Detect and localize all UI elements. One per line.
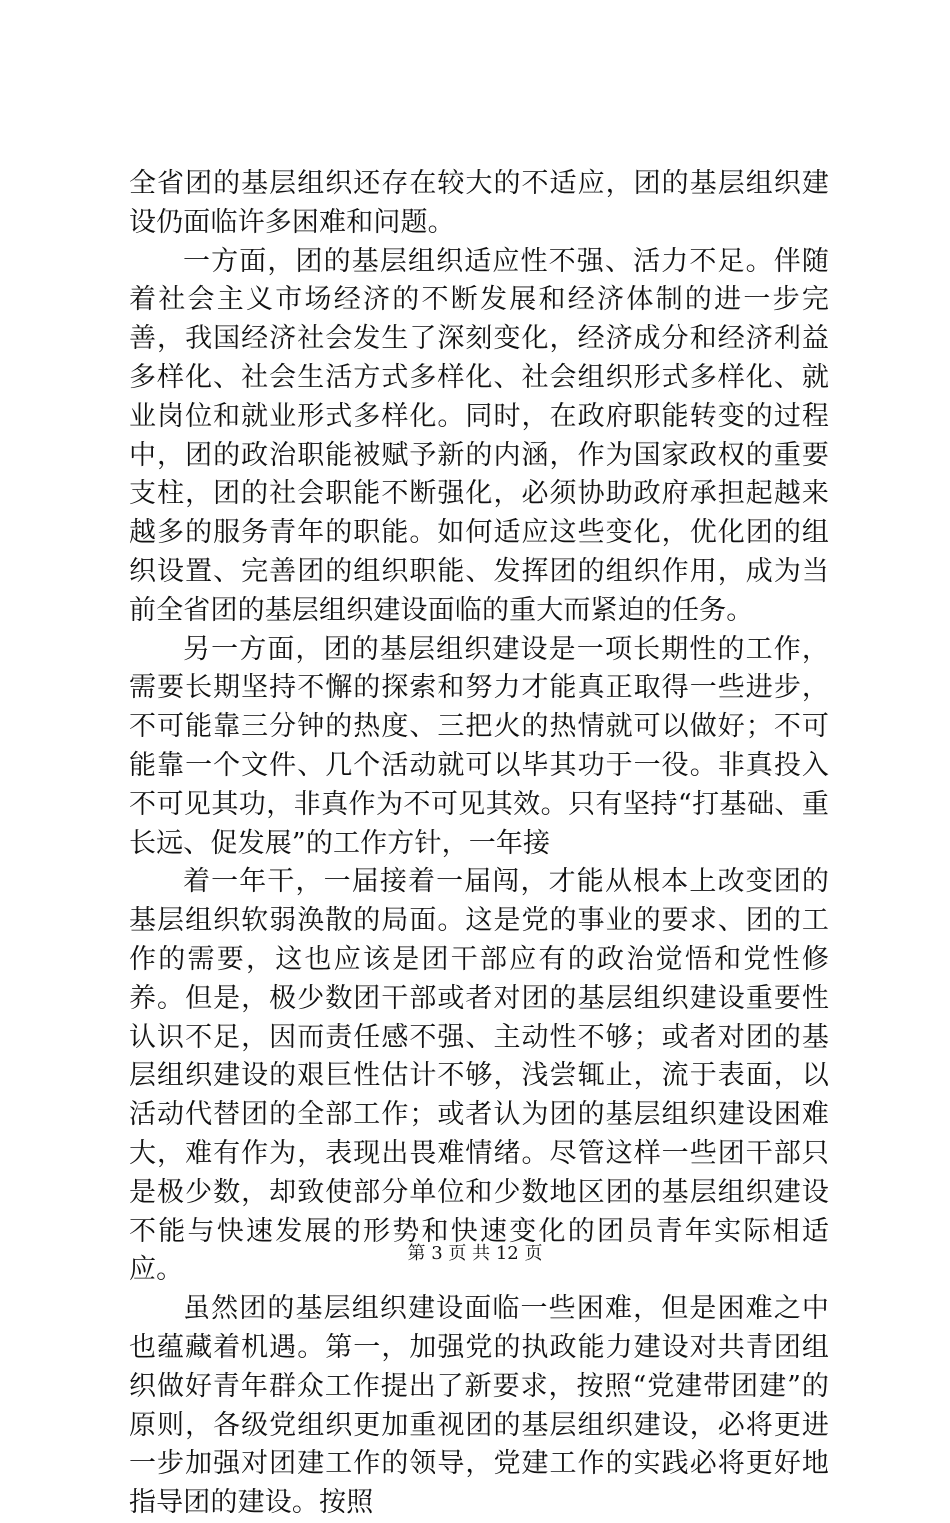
paragraph-3: 另一方面，团的基层组织建设是一项长期性的工作，需要长期坚持不懈的探索和努力才能真正取得一些进步，不可能靠三分钟的热度、三把火的热情就可以做好；不可能靠一个文件、几个活动就可以毕其功于一役。非真投入不可见其功，非真作为不可见其效。只有坚持“打基础、重长远、促发展”的工作方针，一年接 <box>129 633 829 859</box>
document-body <box>129 165 829 1523</box>
paragraph-4: 着一年干，一届接着一届闯，才能从根本上改变团的基层组织软弱涣散的局面。这是党的事业的要求、团的工作的需要，这也应该是团干部应有的政治觉悟和党性修养。但是，极少数团干部或者对团的基层组织建设重要性认识不足，因而责任感不强、主动性不够；或者对团的基层组织建设的艰巨性估计不够，浅尝辄止，流于表面，以活动代替团的全部工作；或者认为团的基层组织建设困难大，难有作为，表现出畏难情绪。尽管这样一些团干部只是极少数，却致使部分单位和少数地区团的基层组织建设不能与快速发展的形势和快速变化的团员青年实际相适应。 <box>129 866 829 1286</box>
page-number-footer: 第 3 页 共 12 页 <box>407 1243 543 1264</box>
paragraph-2: 一方面，团的基层组织适应性不强、活力不足。伴随着社会主义市场经济的不断发展和经济体制的进一步完善，我国经济社会发生了深刻变化，经济成分和经济利益多样化、社会生活方式多样化、社会组织形式多样化、就业岗位和就业形式多样化。同时，在政府职能转变的过程中，团的政治职能被赋予新的内涵，作为国家政权的重要支柱，团的社会职能不断强化，必须协助政府承担起越来越多的服务青年的职能。如何适应这些变化，优化团的组织设置、完善团的组织职能、发挥团的组织作用，成为当前全省团的基层组织建设面临的重大而紧迫的任务。 <box>129 245 829 626</box>
paragraph-5: 虽然团的基层组织建设面临一些困难，但是困难之中也蕴藏着机遇。第一，加强党的执政能力建设对共青团组织做好青年群众工作提出了新要求，按照“党建带团建”的原则，各级党组织更加重视团的基层组织建设，必将更进一步加强对团建工作的领导，党建工作的实践必将更好地指导团的建设。按照 <box>129 1293 829 1519</box>
paragraph-1: 全省团的基层组织还存在较大的不适应，团的基层组织建设仍面临许多困难和问题。 <box>129 168 829 238</box>
